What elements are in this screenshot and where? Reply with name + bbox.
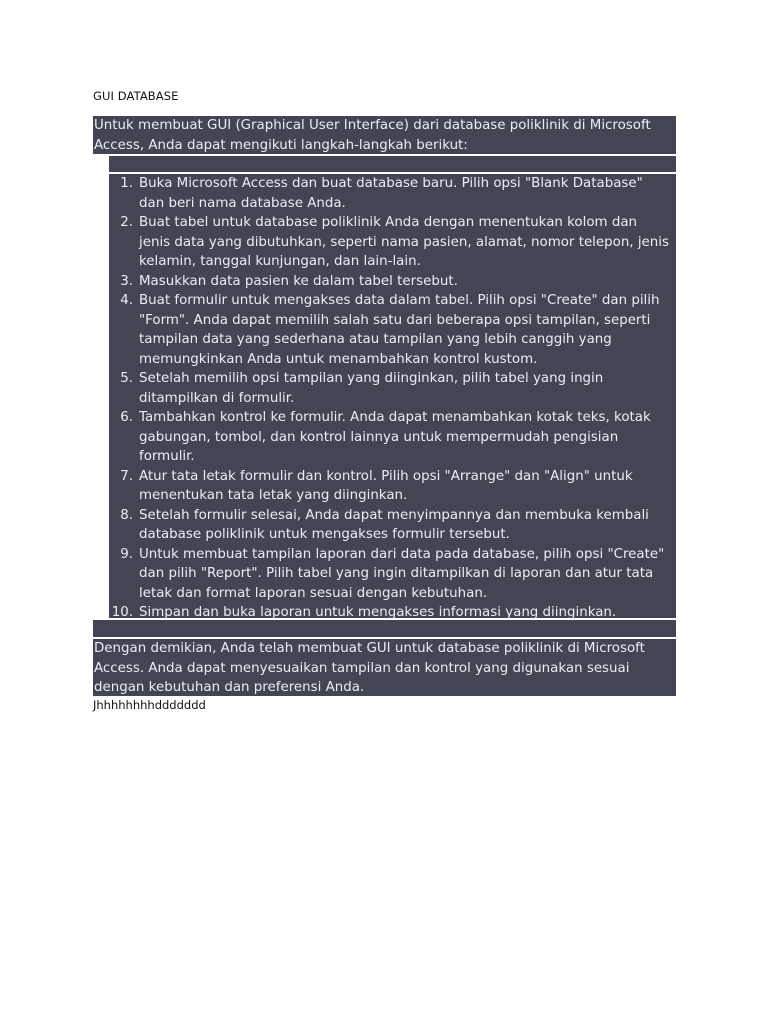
step-text: Tambahkan kontrol ke formulir. Anda dapat menambahkan kotak teks, kotak gabungan, tombol, dan kontrol lainnya untuk mempermudah pengisian formulir. bbox=[139, 410, 651, 464]
empty-highlight-line bbox=[93, 620, 676, 637]
steps-list bbox=[109, 174, 676, 623]
list-item bbox=[109, 408, 676, 467]
step-number: 3. bbox=[120, 273, 133, 289]
step-number: 6. bbox=[120, 410, 133, 425]
list-item bbox=[109, 213, 676, 272]
step-text: Setelah memilih opsi tampilan yang diinginkan, pilih tabel yang ingin ditampilkan di formulir. bbox=[139, 371, 604, 406]
list-item bbox=[109, 174, 676, 213]
step-text: Setelah formulir selesai, Anda dapat menyimpannya dan membuka kembali database poliklinik untuk mengakses formulir tersebut. bbox=[139, 507, 649, 542]
step-number: 8. bbox=[120, 507, 133, 523]
list-item bbox=[109, 369, 676, 408]
step-number: 2. bbox=[120, 215, 133, 230]
step-number: 10. bbox=[111, 605, 133, 620]
step-text: Buat tabel untuk database poliklinik Anda dengan menentukan kolom dan jenis data yang dibutuhkan, seperti nama pasien, alamat, nomor telepon, jenis kelamin, tanggal kunjungan, dan lain-lain. bbox=[139, 215, 669, 269]
step-number: 1. bbox=[120, 176, 133, 191]
step-number: 4. bbox=[120, 293, 133, 308]
step-text: Atur tata letak formulir dan kontrol. Pilih opsi "Arrange" dan "Align" untuk menentukan tata letak yang diinginkan. bbox=[139, 468, 633, 503]
step-text: Buat formulir untuk mengakses data dalam tabel. Pilih opsi "Create" dan pilih "Form". Anda dapat memilih salah satu dari beberapa opsi tampilan, seperti tampilan data yang sederhana atau tampilan yang lebih canggih yang memungkinkan Anda untuk menambahkan kontrol kustom. bbox=[139, 293, 660, 367]
list-item bbox=[109, 545, 676, 604]
step-number: 5. bbox=[120, 371, 133, 386]
step-text: Masukkan data pasien ke dalam tabel tersebut. bbox=[139, 273, 458, 289]
step-text: Simpan dan buka laporan untuk mengakses informasi yang diinginkan. bbox=[139, 605, 617, 620]
list-item bbox=[109, 272, 676, 292]
steps-list-block bbox=[109, 174, 676, 618]
conclusion-paragraph: Dengan demikian, Anda telah membuat GUI untuk database poliklinik di Microsoft Access. Anda dapat menyesuaikan tampilan dan kontrol yang digunakan sesuai dengan kebutuhan dan preferensi Anda. bbox=[93, 639, 676, 696]
list-item bbox=[109, 506, 676, 545]
document-title: GUI DATABASE bbox=[93, 89, 179, 103]
list-item bbox=[109, 467, 676, 506]
step-number: 9. bbox=[120, 546, 133, 562]
trailing-text: Jhhhhhhhhddddddd bbox=[93, 698, 206, 712]
step-text: Buka Microsoft Access dan buat database baru. Pilih opsi "Blank Database" dan beri nama database Anda. bbox=[139, 176, 643, 211]
empty-highlight-line bbox=[109, 156, 676, 172]
intro-paragraph: Untuk membuat GUI (Graphical User Interface) dari database poliklinik di Microsoft Access, Anda dapat mengikuti langkah-langkah berikut: bbox=[93, 116, 676, 154]
list-item bbox=[109, 291, 676, 369]
step-text: Untuk membuat tampilan laporan dari data pada database, pilih opsi "Create" dan pilih "Report". Pilih tabel yang ingin ditampilkan di laporan dan atur tata letak dan format laporan sesuai dengan kebutuhan. bbox=[139, 546, 665, 601]
step-number: 7. bbox=[120, 468, 133, 484]
